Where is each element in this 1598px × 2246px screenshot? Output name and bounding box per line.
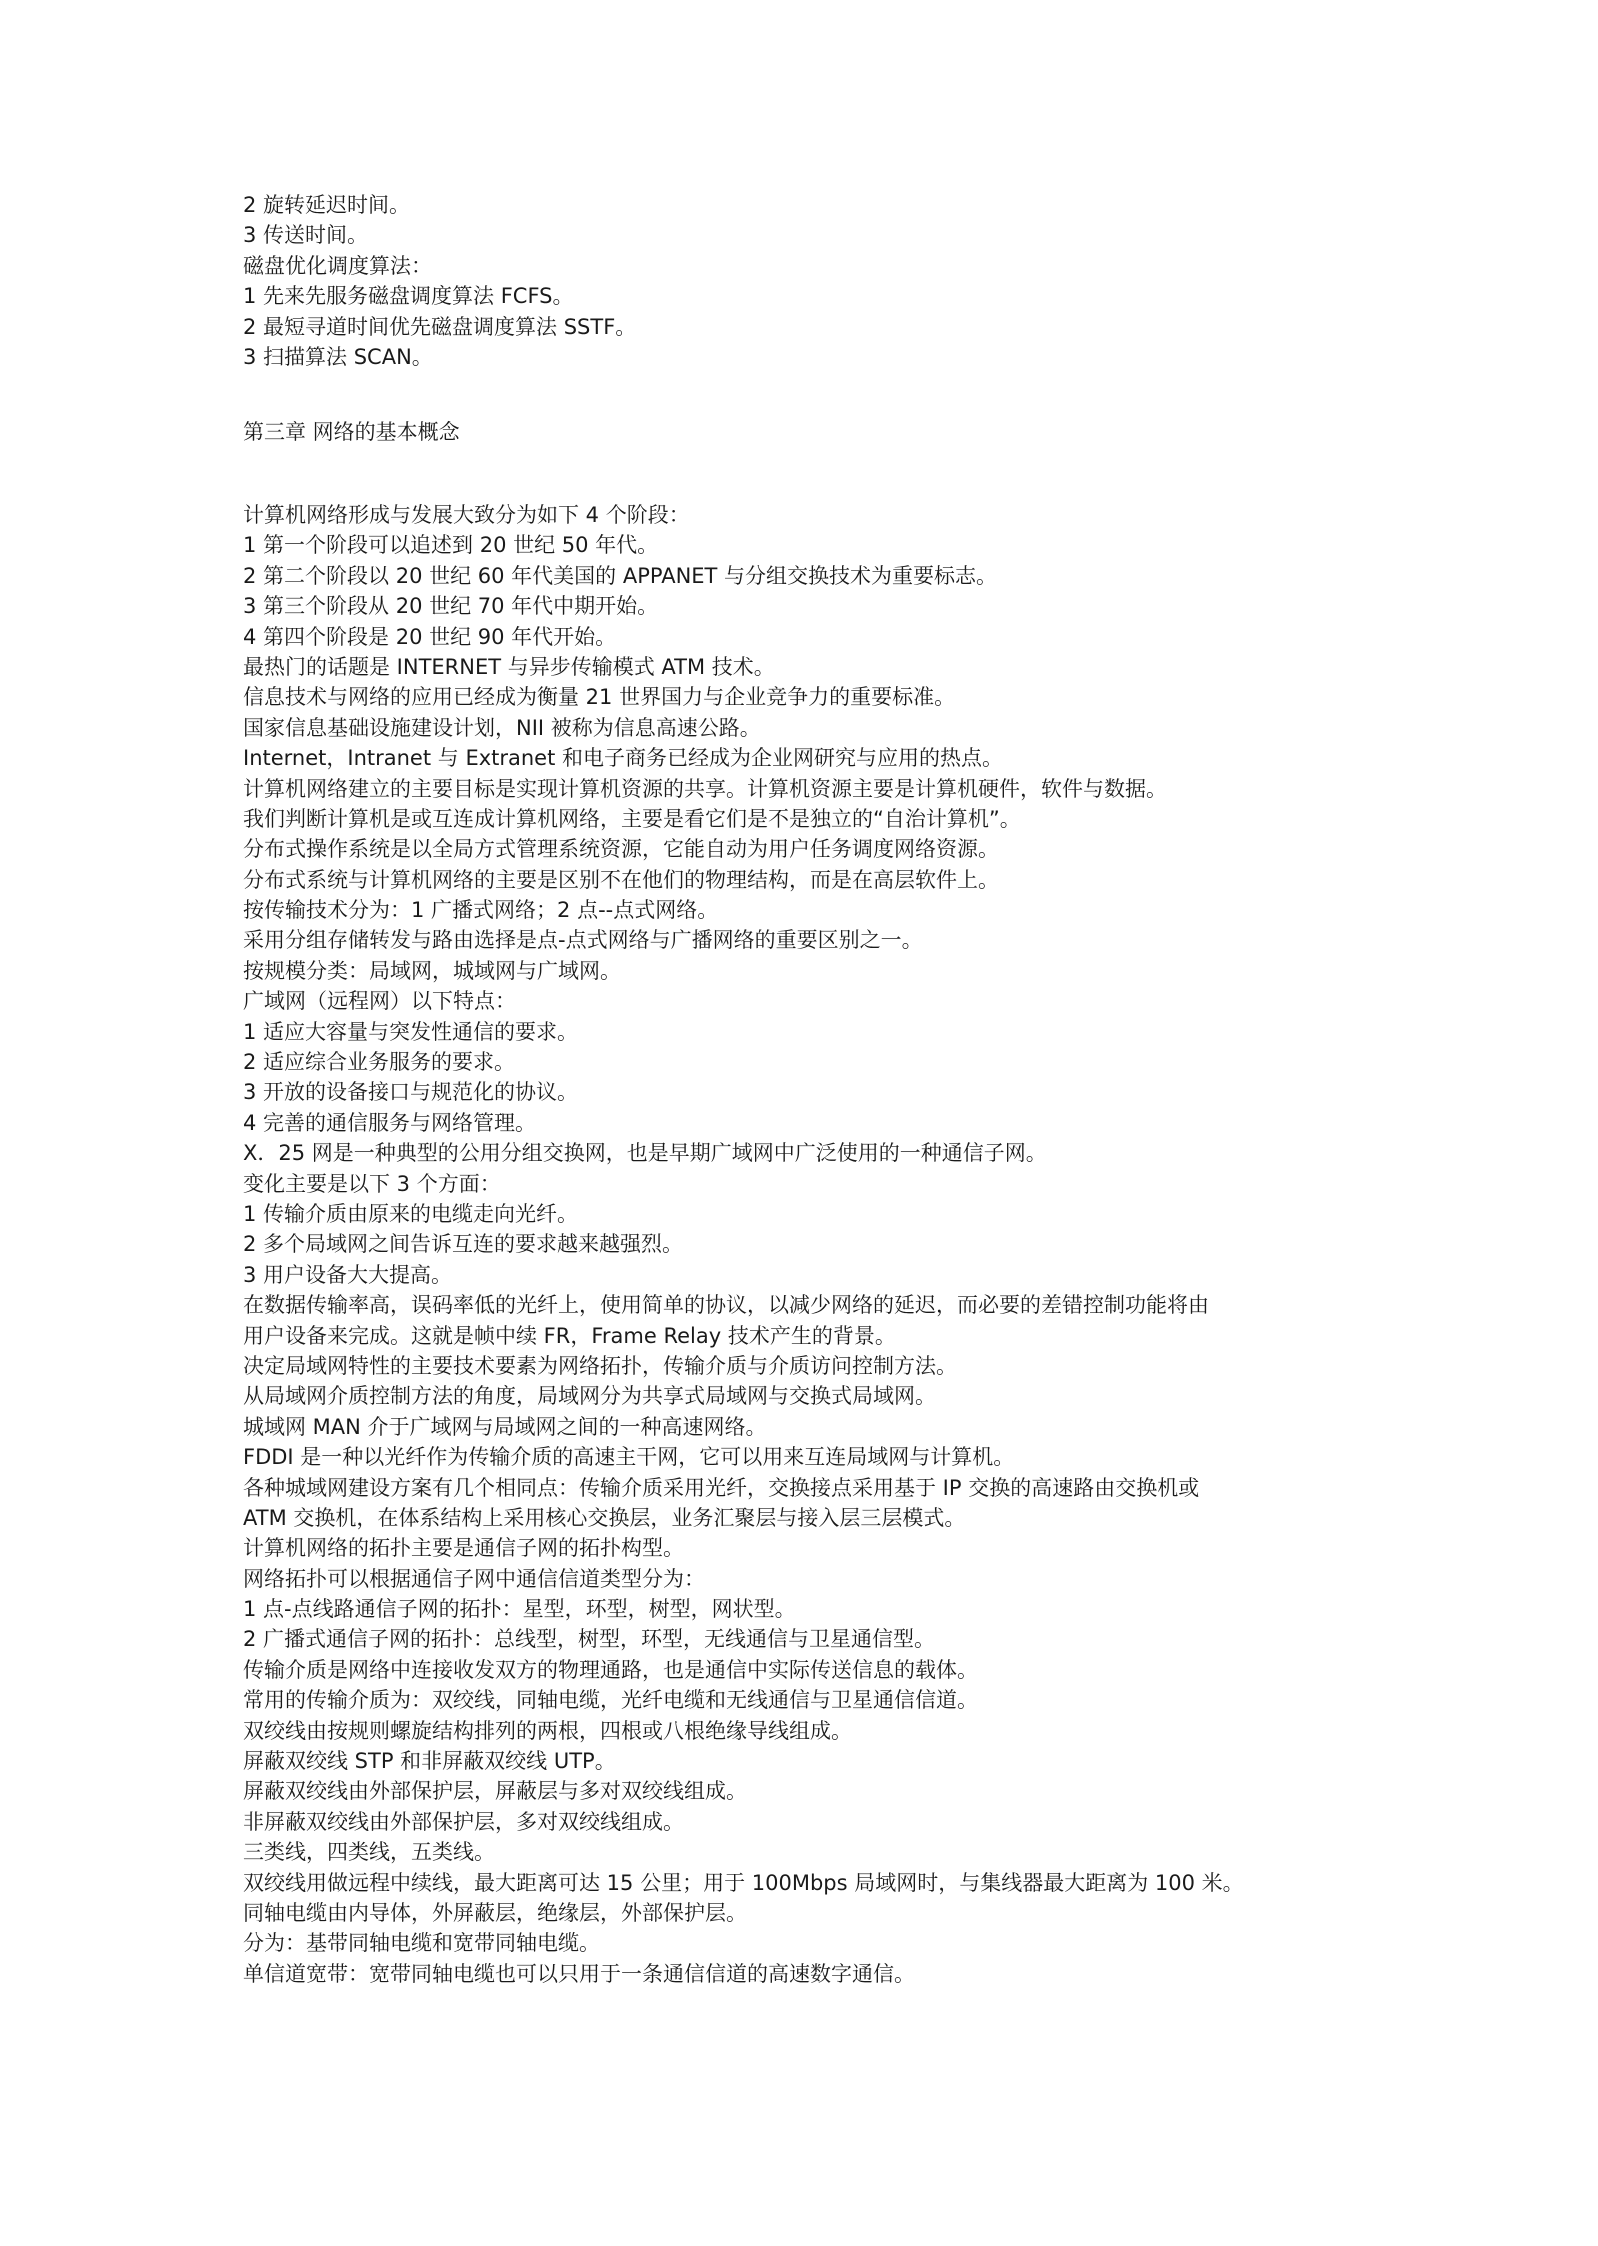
text-line: FDDI 是一种以光纤作为传输介质的高速主干网，它可以用来互连局域网与计算机。 <box>243 1445 1015 1470</box>
text-line: 磁盘优化调度算法： <box>243 253 432 278</box>
text-line: 信息技术与网络的应用已经成为衡量 21 世界国力与企业竞争力的重要标准。 <box>243 685 956 710</box>
text-line: 屏蔽双绞线由外部保护层，屏蔽层与多对双绞线组成。 <box>243 1779 747 1804</box>
text-line: 双绞线用做远程中续线，最大距离可达 15 公里；用于 100Mbps 局域网时，与集线器最大距离为 100 米。 <box>243 1870 1244 1895</box>
text-line: 非屏蔽双绞线由外部保护层，多对双绞线组成。 <box>243 1809 684 1834</box>
text-line: 3 扫描算法 SCAN。 <box>243 344 433 369</box>
text-line: 同轴电缆由内导体，外屏蔽层，绝缘层，外部保护层。 <box>243 1900 747 1925</box>
text-line: 3 开放的设备接口与规范化的协议。 <box>243 1080 579 1105</box>
text-line: 网络拓扑可以根据通信子网中通信信道类型分为： <box>243 1566 705 1591</box>
text-line: 传输介质是网络中连接收发双方的物理通路，也是通信中实际传送信息的载体。 <box>243 1657 978 1682</box>
text-line: 4 第四个阶段是 20 世纪 90 年代开始。 <box>243 624 617 649</box>
text-line: 常用的传输介质为：双绞线，同轴电缆，光纤电缆和无线通信与卫星通信信道。 <box>243 1688 978 1713</box>
text-line: 在数据传输率高，误码率低的光纤上，使用简单的协议，以减少网络的延迟，而必要的差错控制功能将由 <box>243 1293 1209 1318</box>
text-line: 计算机网络形成与发展大致分为如下 4 个阶段： <box>243 503 690 527</box>
text-line: 1 点-点线路通信子网的拓扑：星型，环型，树型，网状型。 <box>243 1597 796 1622</box>
text-line: 最热门的话题是 INTERNET 与异步传输模式 ATM 技术。 <box>243 654 775 679</box>
text-line: 计算机网络建立的主要目标是实现计算机资源的共享。计算机资源主要是计算机硬件，软件与数据。 <box>243 776 1167 801</box>
text-line: 我们判断计算机是或互连成计算机网络，主要是看它们是不是独立的“自治计算机”。 <box>243 806 1021 831</box>
text-line: 1 第一个阶段可以追述到 20 世纪 50 年代。 <box>243 533 659 558</box>
text-line: 分布式系统与计算机网络的主要是区别不在他们的物理结构，而是在高层软件上。 <box>243 867 999 892</box>
text-line: 单信道宽带：宽带同轴电缆也可以只用于一条通信信道的高速数字通信。 <box>243 1961 915 1986</box>
text-line: 变化主要是以下 3 个方面： <box>243 1171 501 1196</box>
text-line: 从局域网介质控制方法的角度，局域网分为共享式局域网与交换式局域网。 <box>243 1384 936 1409</box>
chapter-heading: 第三章 网络的基本概念 <box>243 420 460 444</box>
text-line: 双绞线由按规则螺旋结构排列的两根，四根或八根绝缘导线组成。 <box>243 1718 852 1743</box>
text-line: 1 传输介质由原来的电缆走向光纤。 <box>243 1201 579 1226</box>
text-line: 三类线，四类线，五类线。 <box>243 1840 495 1865</box>
text-line: 广域网（远程网）以下特点： <box>243 989 516 1014</box>
text-line: 用户设备来完成。这就是帧中续 FR，Frame Relay 技术产生的背景。 <box>243 1323 896 1348</box>
text-line: 1 适应大容量与突发性通信的要求。 <box>243 1019 579 1044</box>
text-line: 屏蔽双绞线 STP 和非屏蔽双绞线 UTP。 <box>243 1749 616 1774</box>
text-line: 2 旋转延迟时间。 <box>243 193 411 217</box>
text-line: X．25 网是一种典型的公用分组交换网，也是早期广域网中广泛使用的一种通信子网。 <box>243 1141 1047 1166</box>
text-line: 分为：基带同轴电缆和宽带同轴电缆。 <box>243 1931 600 1956</box>
text-line: 1 先来先服务磁盘调度算法 FCFS。 <box>243 284 574 309</box>
text-line: 2 广播式通信子网的拓扑：总线型，树型，环型，无线通信与卫星通信型。 <box>243 1627 936 1652</box>
text-line: 3 第三个阶段从 20 世纪 70 年代中期开始。 <box>243 594 659 619</box>
text-line: 2 适应综合业务服务的要求。 <box>243 1050 516 1075</box>
main-text-block <box>243 500 1373 1989</box>
text-line: 城域网 MAN 介于广域网与局域网之间的一种高速网络。 <box>243 1414 767 1439</box>
text-line: Internet，Intranet 与 Extranet 和电子商务已经成为企业网研究与应用的热点。 <box>243 746 1004 771</box>
text-line: 计算机网络的拓扑主要是通信子网的拓扑构型。 <box>243 1536 684 1561</box>
text-line: 国家信息基础设施建设计划，NII 被称为信息高速公路。 <box>243 715 761 740</box>
text-line: 3 用户设备大大提高。 <box>243 1262 453 1287</box>
text-line: 各种城域网建设方案有几个相同点：传输介质采用光纤，交换接点采用基于 IP 交换的高速路由交换机或 <box>243 1475 1200 1500</box>
text-line: 决定局域网特性的主要技术要素为网络拓扑，传输介质与介质访问控制方法。 <box>243 1353 957 1378</box>
text-line: 4 完善的通信服务与网络管理。 <box>243 1110 537 1135</box>
text-line: 2 多个局域网之间告诉互连的要求越来越强烈。 <box>243 1232 684 1257</box>
text-line: 2 第二个阶段以 20 世纪 60 年代美国的 APPANET 与分组交换技术为重要标志。 <box>243 563 998 588</box>
text-line: 分布式操作系统是以全局方式管理系统资源，它能自动为用户任务调度网络资源。 <box>243 837 999 862</box>
text-line: 采用分组存储转发与路由选择是点-点式网络与广播网络的重要区别之一。 <box>243 928 923 953</box>
top-text-block <box>243 190 1373 372</box>
text-line: 按传输技术分为：1 广播式网络；2 点--点式网络。 <box>243 898 719 923</box>
text-line: 3 传送时间。 <box>243 223 369 248</box>
text-line: 2 最短寻道时间优先磁盘调度算法 SSTF。 <box>243 314 637 339</box>
text-line: 按规模分类：局域网，城域网与广域网。 <box>243 958 621 983</box>
text-line: ATM 交换机，在体系结构上采用核心交换层，业务汇聚层与接入层三层模式。 <box>243 1505 966 1530</box>
